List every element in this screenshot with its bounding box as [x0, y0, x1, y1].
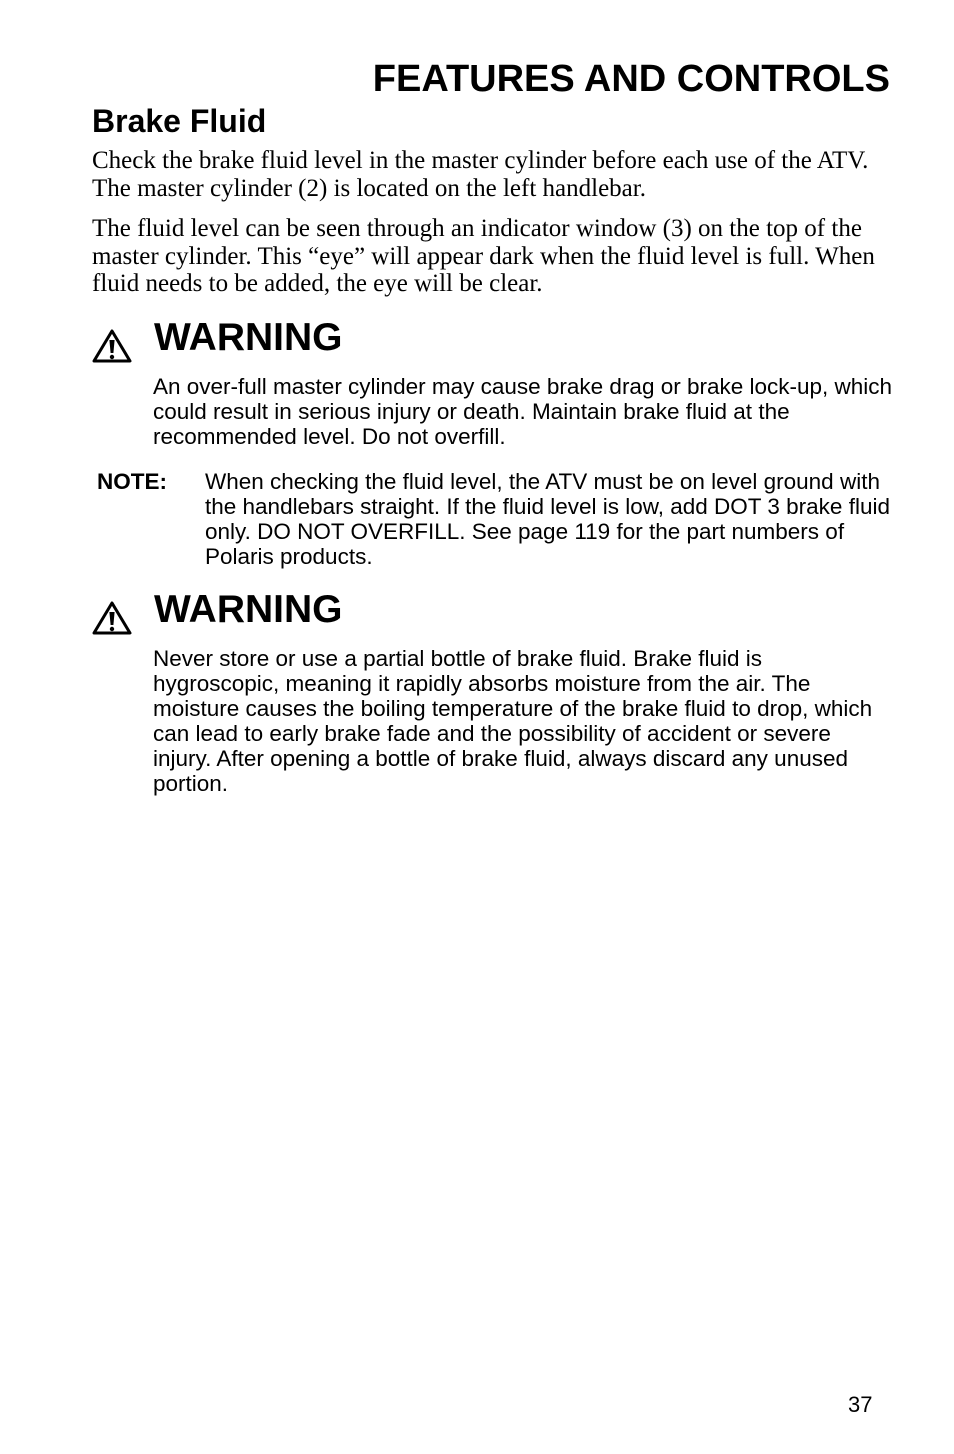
page-header: FEATURES AND CONTROLS [372, 58, 890, 100]
page-number: 37 [848, 1392, 873, 1417]
warning-triangle-icon [92, 601, 132, 635]
warning-triangle-icon [92, 329, 132, 363]
body-paragraph: The fluid level can be seen through an indicator window (3) on the top of the master cylinder. This “eye” will appear dark when the fluid level is full. When fluid needs to be added, the eye will be clear. [92, 215, 875, 297]
warning-text: An over-full master cylinder may cause brake drag or brake lock-up, which could result in serious injury or death. Maintain brake fluid at the recommended level. Do not overfill. [153, 374, 893, 449]
warning-title: WARNING [154, 588, 343, 631]
warning-title-row [92, 588, 892, 632]
warning-title: WARNING [154, 316, 343, 359]
note-label: NOTE: [97, 469, 167, 494]
warning-block [92, 588, 892, 796]
warning-title-row [92, 316, 892, 360]
warning-block [92, 316, 892, 449]
note-text: When checking the fluid level, the ATV must be on level ground with the handlebars straight. If the fluid level is low, add DOT 3 brake fluid only. DO NOT OVERFILL. See page 119 for the part numbers of Polaris products. [205, 469, 890, 569]
body-paragraph: Check the brake fluid level in the master cylinder before each use of the ATV. The master cylinder (2) is located on the left handlebar. [92, 147, 869, 202]
warning-text: Never store or use a partial bottle of brake fluid. Brake fluid is hygroscopic, meaning it rapidly absorbs moisture from the air. The moisture causes the boiling temperature of the brake fluid to drop, which can lead to early brake fade and the possibility of accident or severe injury. After opening a bottle of brake fluid, always discard any unused portion. [153, 646, 873, 796]
section-heading: Brake Fluid [92, 103, 267, 139]
